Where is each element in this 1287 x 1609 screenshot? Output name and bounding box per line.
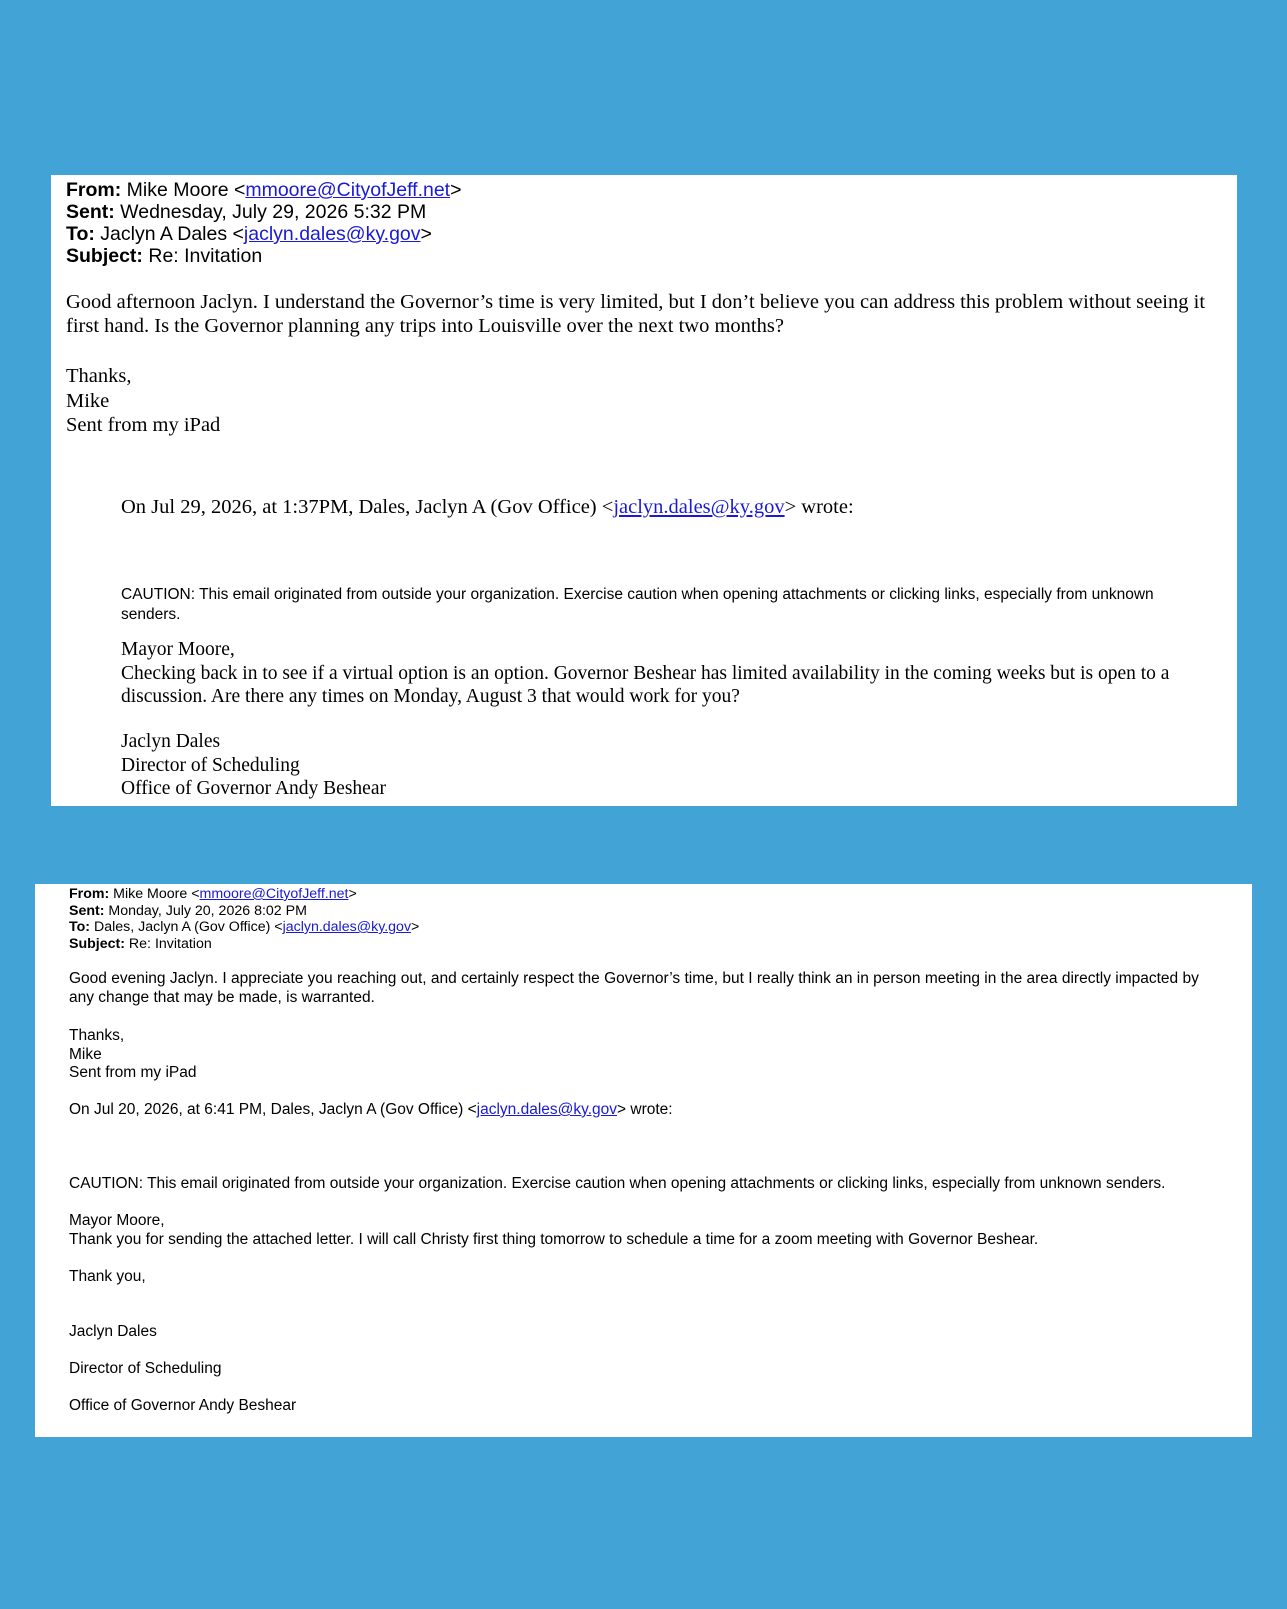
quoted-greeting: Mayor Moore, — [121, 639, 235, 660]
to-end: > — [420, 223, 432, 245]
from-label: From: — [66, 179, 122, 201]
quoted-body-text: Checking back in to see if a virtual option is an option. Governor Beshear has limited availability in the coming weeks but is open to a discussion. Are there any times on Monday, August 3 that would work for you? — [121, 662, 1170, 707]
to-line — [69, 919, 419, 936]
sent-label: Sent: — [66, 201, 115, 223]
from-end: > — [348, 886, 357, 902]
from-line — [66, 179, 462, 201]
caution-banner: CAUTION: This email originated from outside your organization. Exercise caution when opening attachments or clicking links, especially from unknown senders. — [69, 1175, 1166, 1192]
to-email-link[interactable]: jaclyn.dales@ky.gov — [243, 223, 421, 245]
from-end: > — [450, 179, 462, 201]
quoted-header-pre: On Jul 29, 2026, at 1:37PM, Dales, Jaclyn A (Gov Office) < — [121, 496, 614, 518]
from-label: From: — [69, 886, 110, 902]
to-label: To: — [66, 223, 95, 245]
from-line — [69, 886, 419, 903]
sent-label: Sent: — [69, 902, 105, 919]
quoted-greeting: Mayor Moore, — [69, 1212, 165, 1229]
quoted-email-link[interactable]: jaclyn.dales@ky.gov — [613, 496, 785, 518]
signature-title: Director of Scheduling — [121, 754, 300, 776]
subject-value: Re: Invitation — [148, 245, 263, 267]
to-name: Dales, Jaclyn A (Gov Office) < — [93, 919, 283, 935]
signoff-name: Mike — [66, 389, 110, 412]
email-screenshot-july-20 — [35, 884, 1252, 1437]
subject-line — [66, 245, 462, 267]
to-line — [66, 223, 462, 245]
signature-name: Jaclyn Dales — [121, 731, 221, 752]
quoted-header-pre: On Jul 20, 2026, at 6:41 PM, Dales, Jaclyn A (Gov Office) < — [69, 1101, 477, 1118]
to-email-link[interactable]: jaclyn.dales@ky.gov — [282, 919, 412, 935]
quoted-thanks: Thank you, — [69, 1268, 146, 1285]
quoted-header — [69, 1101, 673, 1120]
signoff — [69, 1027, 197, 1083]
quoted-body-text: Thank you for sending the attached letter. I will call Christy first thing tomorrow to schedule a time for a zoom meeting with Governor Beshear. — [69, 1230, 1039, 1248]
email-header — [66, 179, 462, 267]
from-name: Mike Moore < — [126, 179, 246, 201]
quoted-header — [121, 495, 854, 519]
signature-office: Office of Governor Andy Beshear — [69, 1397, 297, 1414]
quoted-message — [69, 1212, 1038, 1249]
signoff-thanks: Thanks, — [66, 365, 132, 387]
caution-banner: CAUTION: This email originated from outside your organization. Exercise caution when opening attachments or clicking links, especially from unknown senders. — [121, 586, 1154, 623]
signature-name: Jaclyn Dales — [69, 1323, 157, 1340]
signature-title: Director of Scheduling — [69, 1360, 222, 1377]
quoted-email-link[interactable]: jaclyn.dales@ky.gov — [476, 1101, 618, 1118]
signoff — [66, 364, 220, 438]
quoted-header-post: > wrote: — [617, 1101, 673, 1118]
to-label: To: — [69, 919, 91, 935]
to-end: > — [411, 919, 420, 935]
signoff-device: Sent from my iPad — [66, 414, 221, 436]
signature-office: Office of Governor Andy Beshear — [121, 778, 386, 799]
subject-line — [69, 936, 419, 953]
to-name: Jaclyn A Dales < — [100, 223, 244, 245]
sent-value: Wednesday, July 29, 2026 5:32 PM — [120, 201, 427, 223]
sent-value: Monday, July 20, 2026 8:02 PM — [108, 902, 307, 919]
sent-line — [69, 903, 419, 920]
sent-line — [66, 201, 462, 223]
message-body: Good evening Jaclyn. I appreciate you reaching out, and certainly respect the Governor’s time, but I really think an in person meeting in the area directly impacted by any change that may be made, is warranted. — [69, 970, 1199, 1006]
subject-value: Re: Invitation — [128, 935, 212, 952]
quoted-header-post: > wrote: — [784, 496, 854, 518]
from-email-link[interactable]: mmoore@CityofJeff.net — [199, 886, 349, 902]
signoff-thanks: Thanks, — [69, 1027, 125, 1044]
signoff-device: Sent from my iPad — [69, 1064, 197, 1081]
from-email-link[interactable]: mmoore@CityofJeff.net — [245, 179, 451, 201]
quoted-message — [121, 638, 1201, 709]
subject-label: Subject: — [66, 245, 143, 267]
signoff-name: Mike — [69, 1045, 102, 1063]
email-header — [69, 886, 419, 952]
message-body: Good afternoon Jaclyn. I understand the Governor’s time is very limited, but I don’t believe you can address this problem without seeing it first hand. Is the Governor planning any trips into Louisville over the next two months? — [66, 291, 1206, 337]
quoted-signature — [121, 730, 386, 801]
from-name: Mike Moore < — [113, 886, 200, 902]
email-screenshot-july-29 — [51, 175, 1237, 806]
subject-label: Subject: — [69, 935, 125, 952]
